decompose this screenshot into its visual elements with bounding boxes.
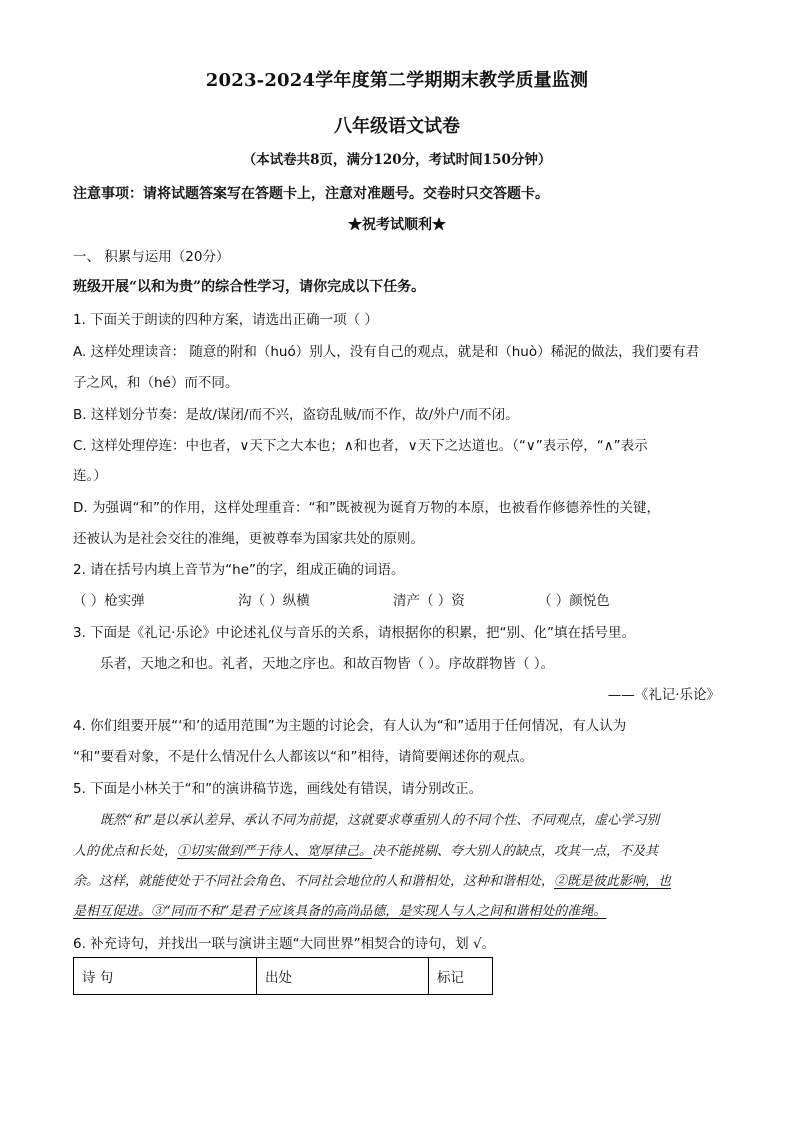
q5-underlined-error-2: ②既是彼此影响，也 xyxy=(554,874,672,889)
q5-passage-text: 决不能挑剔、夸大别人的缺点，攻其一点，不及其 xyxy=(372,844,659,859)
table-header-poem: 诗 句 xyxy=(74,958,257,995)
q2-blank-1: （ ）枪实弹 xyxy=(73,593,145,609)
q1-option-b: B. 这样划分节奏：是故/谋闭/而不兴，盗窃乱贼/而不作，故/外户/而不闭。 xyxy=(73,407,519,423)
section-intro: 班级开展“以和为贵”的综合性学习，请你完成以下任务。 xyxy=(73,279,426,295)
q1-option-c: C. 这样处理停连：中也者，∨天下之大本也；∧和也者，∨天下之达道也。（“∨”表示停，“∧”表示 xyxy=(73,438,648,454)
q5-stem: 5. 下面是小林关于“和”的演讲稿节选，画线处有错误，请分别改正。 xyxy=(73,781,483,797)
q3-stem: 3. 下面是《礼记·乐论》中论述礼仪与音乐的关系，请根据你的积累，把“别、化”填在括号里。 xyxy=(73,625,635,641)
table-row xyxy=(74,958,493,995)
q5-underlined-error-1: ①切实做到严于待人、宽厚律己。 xyxy=(177,844,373,859)
exam-subtitle: 八年级语文试卷 xyxy=(334,116,460,137)
q1-option-c-cont: 连。） xyxy=(73,468,107,484)
q5-passage-text: 余。这样，就能使处于不同社会角色、不同社会地位的人和谐相处，这种和谐相处， xyxy=(73,874,555,889)
q5-passage-line xyxy=(73,870,671,889)
q6-table xyxy=(73,957,493,995)
q4-stem-cont: “和”要看对象，不是什么情况什么人都该以“和”相待，请简要阐述你的观点。 xyxy=(73,749,533,765)
q2-blank-4: （ ）颜悦色 xyxy=(538,593,610,609)
q4-stem: 4. 你们组要开展“‘和’的适用范围”为主题的讨论会，有人认为“和”适用于任何情况，有人认为 xyxy=(73,718,627,734)
q2-blank-3: 清产（ ）资 xyxy=(393,593,465,609)
q2-blank-2: 沟（ ）纵横 xyxy=(238,593,310,609)
q3-source: ——《礼记·乐论》 xyxy=(607,687,720,703)
q5-passage-line xyxy=(73,840,658,859)
notice: 注意事项：请将试题答案写在答题卡上，注意对准题号。交卷时只交答题卡。 xyxy=(73,186,549,202)
q5-underlined-error-3: 是相互促进。③“同而不和”是君子应该具备的高尚品德，是实现人与人之间和谐相处的准绳。 xyxy=(73,904,607,919)
blessing: ★祝考试顺利★ xyxy=(348,217,446,233)
q1-option-d: D. 为强调“和”的作用，这样处理重音：“和”既被视为诞育万物的本原，也被看作修德养性的关键， xyxy=(73,500,660,516)
q2-stem: 2. 请在括号内填上音节为“he”的字，组成正确的词语。 xyxy=(73,562,405,578)
q1-option-a-cont: 子之风，和（hé）而不同。 xyxy=(73,375,239,391)
section-heading: 一、 积累与运用（20分） xyxy=(73,249,230,265)
q1-stem: 1. 下面关于朗读的四种方案，请选出正确一项（ ） xyxy=(73,312,378,328)
q1-option-d-cont: 还被认为是社会交往的准绳，更被尊奉为国家共处的原则。 xyxy=(73,531,424,547)
q1-option-a: A. 这样处理读音： 随意的附和（huó）别人，没有自己的观点，就是和（huò）稀泥的做法，我们要有君 xyxy=(73,344,700,360)
q5-passage-line: 既然“和”是以承认差异、承认不同为前提，这就要求尊重别人的不同个性、不同观点，虚心学习别 xyxy=(100,813,660,828)
exam-title: 2023-2024学年度第二学期期末教学质量监测 xyxy=(205,70,589,91)
exam-info: （本试卷共8页，满分120分，考试时间150分钟） xyxy=(242,152,552,168)
q5-passage-text: 人的优点和长处， xyxy=(73,844,178,859)
q6-stem: 6. 补充诗句，并找出一联与演讲主题“大同世界”相契合的诗句，划 √。 xyxy=(73,936,496,952)
table-header-source: 出处 xyxy=(257,958,429,995)
q3-quote: 乐者，天地之和也。礼者，天地之序也。和故百物皆（ ）。序故群物皆（ ）。 xyxy=(100,656,555,672)
table-header-mark: 标记 xyxy=(429,958,493,995)
